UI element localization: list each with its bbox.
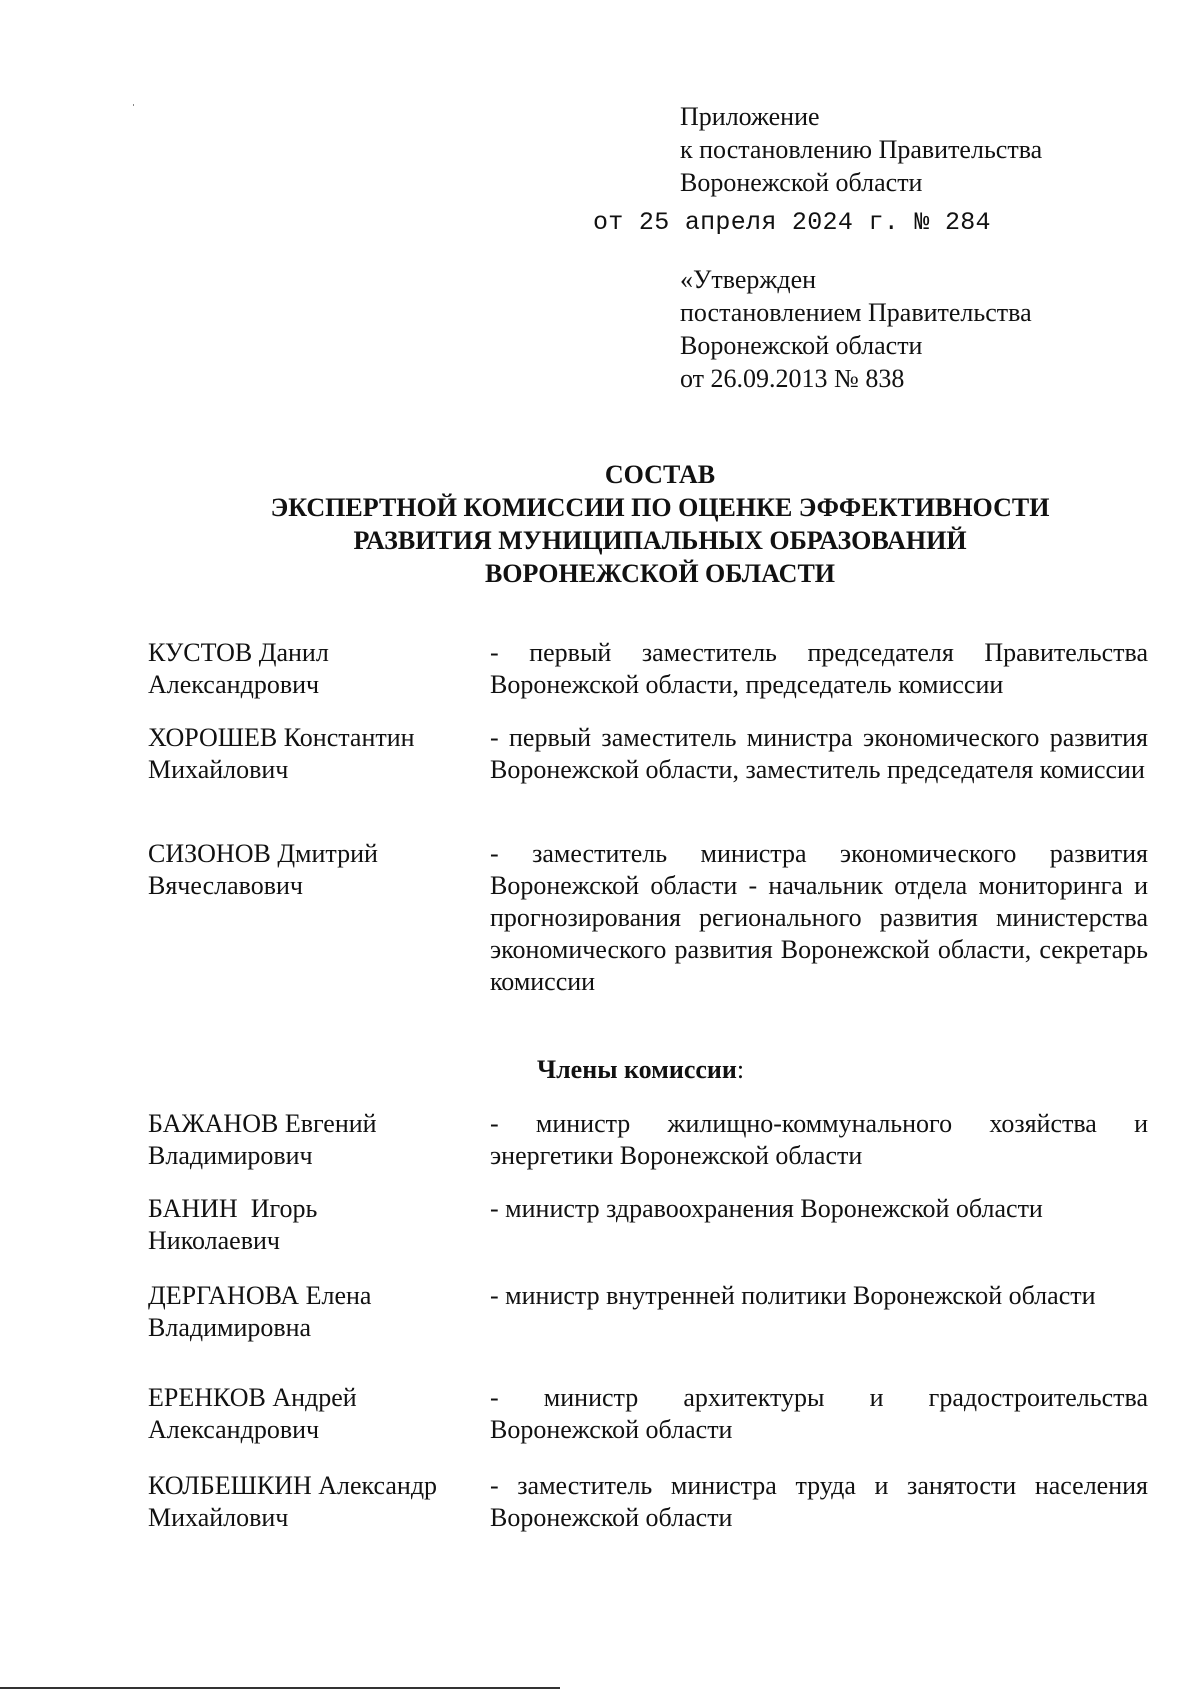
member-surname: БАЖАНОВ Евгений xyxy=(148,1109,377,1138)
resolution-number: от 25 апреля 2024 г. № 284 xyxy=(593,208,991,237)
member-surname: БАНИН Игорь xyxy=(148,1194,318,1223)
members-heading-label: Члены комиссии xyxy=(537,1055,737,1084)
title-line-3: РАЗВИТИЯ МУНИЦИПАЛЬНЫХ ОБРАЗОВАНИЙ xyxy=(353,526,967,555)
member-name xyxy=(148,1382,478,1446)
member-role: - заместитель министра труда и занятости населения Воронежской области xyxy=(490,1471,1148,1532)
members-heading-colon: : xyxy=(736,1055,745,1084)
member-role: - министр здравоохранения Воронежской области xyxy=(490,1194,1043,1223)
member-name xyxy=(148,1280,478,1344)
members-heading xyxy=(537,1055,744,1085)
title-line-4: ВОРОНЕЖСКОЙ ОБЛАСТИ xyxy=(484,559,836,588)
member-role: - министр внутренней политики Воронежской области xyxy=(490,1281,1096,1310)
member-patronymic: Александрович xyxy=(148,670,320,699)
member-patronymic: Михайлович xyxy=(148,755,289,784)
member-surname: ХОРОШЕВ Константин xyxy=(148,723,415,752)
member-name xyxy=(148,1193,478,1257)
appendix-region: Воронежской области xyxy=(680,168,923,197)
member-role: - первый заместитель председателя Правительства Воронежской области, председатель комиссии xyxy=(490,638,1148,699)
member-surname: ЕРЕНКОВ Андрей xyxy=(148,1383,357,1412)
approved-region: Воронежской области xyxy=(680,331,923,360)
title-line-1: СОСТАВ xyxy=(604,460,716,489)
approved-label: «Утвержден xyxy=(680,265,817,294)
member-role: - заместитель министра экономического развития Воронежской области - начальник отдела мониторинга и прогнозирования регионального развития министерства экономического развития Воронежской области, секретарь комиссии xyxy=(490,839,1148,996)
member-name xyxy=(148,838,478,902)
member-patronymic: Владимирович xyxy=(148,1141,313,1170)
member-patronymic: Николаевич xyxy=(148,1226,280,1255)
bottom-divider xyxy=(0,1687,560,1689)
member-surname: КОЛБЕШКИН Александр xyxy=(148,1471,438,1500)
member-surname: СИЗОНОВ Дмитрий xyxy=(148,839,378,868)
member-surname: ДЕРГАНОВА Елена xyxy=(148,1281,372,1310)
approved-date: от 26.09.2013 № 838 xyxy=(680,364,905,393)
member-patronymic: Вячеславович xyxy=(148,871,303,900)
member-role: - министр архитектуры и градостроительства Воронежской области xyxy=(490,1383,1148,1444)
member-patronymic: Владимировна xyxy=(148,1313,312,1342)
title-line-2: ЭКСПЕРТНОЙ КОМИССИИ ПО ОЦЕНКЕ ЭФФЕКТИВНОСТИ xyxy=(270,493,1050,522)
member-patronymic: Михайлович xyxy=(148,1503,289,1532)
appendix-reference: к постановлению Правительства xyxy=(680,135,1043,164)
approved-block xyxy=(680,263,1032,395)
appendix-label: Приложение xyxy=(680,102,820,131)
member-name xyxy=(148,1108,478,1172)
member-name xyxy=(148,1470,478,1534)
member-surname: КУСТОВ Данил xyxy=(148,638,329,667)
member-role: - первый заместитель министра экономического развития Воронежской области, заместитель председателя комиссии xyxy=(490,723,1148,784)
document-title xyxy=(150,458,1170,590)
member-name xyxy=(148,722,478,786)
approved-by: постановлением Правительства xyxy=(680,298,1032,327)
scan-speck xyxy=(133,104,134,106)
member-name xyxy=(148,637,478,701)
member-role: - министр жилищно-коммунального хозяйства и энергетики Воронежской области xyxy=(490,1109,1148,1170)
member-patronymic: Александрович xyxy=(148,1415,320,1444)
appendix-header xyxy=(680,100,1042,199)
